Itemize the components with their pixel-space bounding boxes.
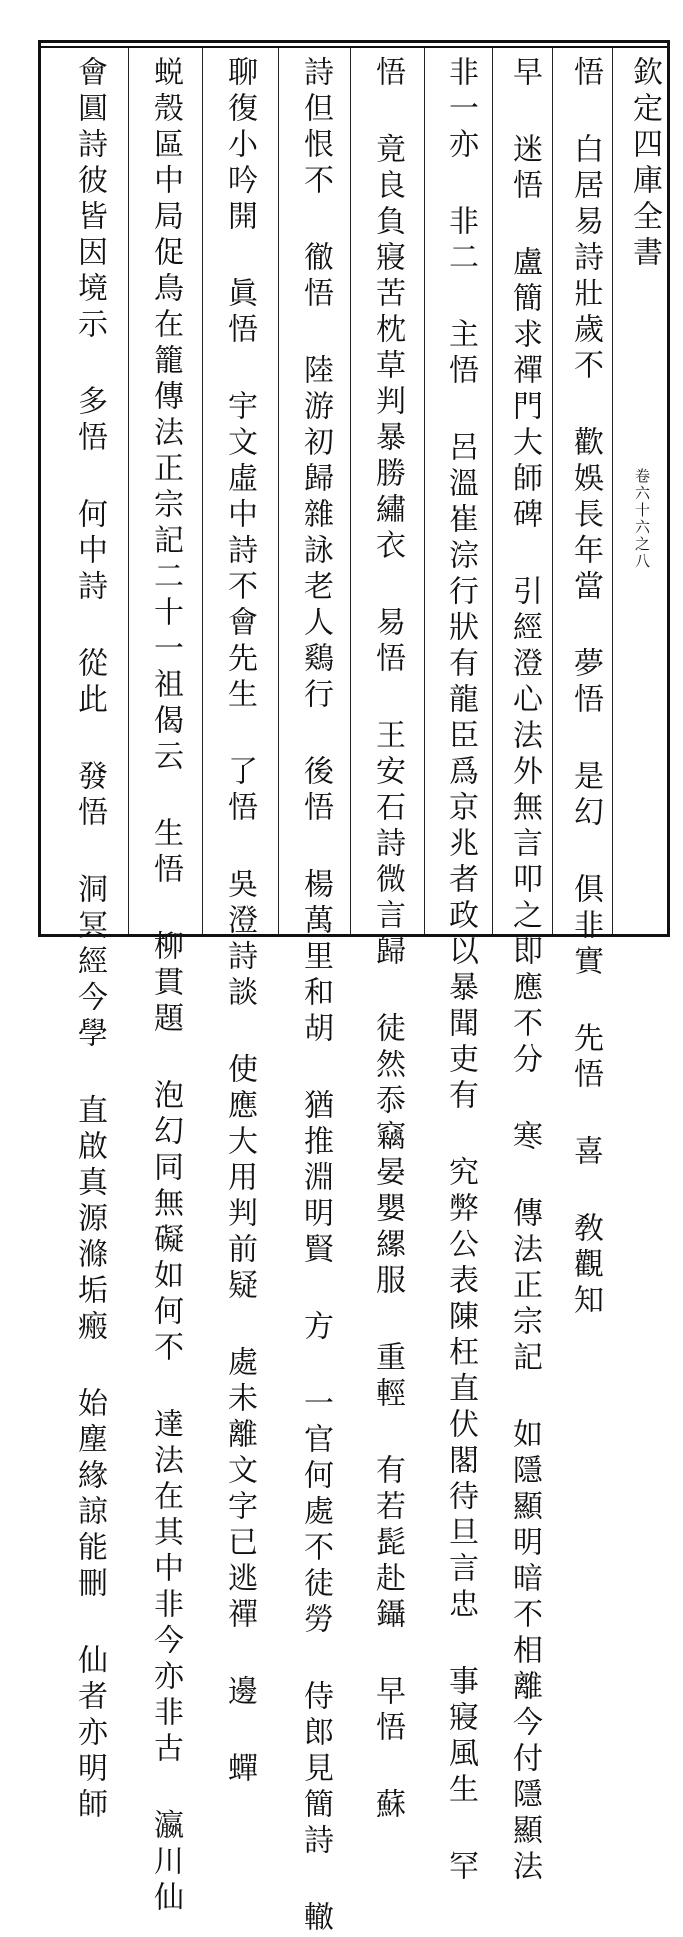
- text-column-8: 會圓詩彼皆因境示 多悟 何中詩 從此 發悟 洞冥經今學 直啟真源滌垢瘢 始塵緣諒能刪 仙者亦明師: [72, 56, 107, 1824]
- text-column-3: 非一亦 非二 主悟 呂溫崔淙行狀有龍臣爲京兆者政以暴聞吏有 究弊公表陳枉直伏閣待旦言忠 事寢風生 罕: [443, 56, 478, 1886]
- book-title: 欽定四庫全書: [627, 56, 662, 272]
- column-divider: [128, 48, 129, 934]
- text-column-7: 蜕殼區中局促鳥在籠傳法正宗記二十一祖偈云 生悟 柳貫題 泡幻同無礙如何不 達法在其中非今亦非古 瀛川仙: [148, 56, 183, 1917]
- text-column-1: 悟 白居易詩壯歲不 歡娛長年當 夢悟 是幻 俱非實 先悟 喜 敎觀知: [568, 56, 603, 1320]
- column-divider: [202, 48, 203, 934]
- top-rule: [38, 46, 670, 48]
- column-divider: [552, 48, 553, 934]
- column-divider: [612, 48, 613, 934]
- folio-label: 卷六十六之八: [633, 468, 651, 570]
- column-divider: [424, 48, 425, 934]
- text-column-4: 悟 竟良負寢苦枕草判暴勝繡衣 易悟 王安石詩微言歸 徒然忝竊晏嬰縲服 重輕 有若髭赴鑷 早悟 蘇: [370, 56, 405, 1824]
- column-divider: [278, 48, 279, 934]
- text-column-2: 早 迷悟 盧簡求禪門大師碑 引經澄心法外無言叩之即應不分 寒 傳法正宗記 如隱顯明暗不相離今付隱顯法: [507, 56, 542, 1886]
- text-column-5: 詩但恨不 徹悟 陸游初歸雜詠老人鷄行 後悟 楊萬里和胡 猶推淵明賢 方 一官何處不徒勞 侍郎見簡詩 轍: [298, 56, 333, 1937]
- text-column-6: 聊復小吟開 眞悟 宇文虛中詩不會先生 了悟 吳澄詩談 使應大用判前疑 處未離文字已逃禪 邊 蟬: [222, 56, 257, 1788]
- column-divider: [492, 48, 493, 934]
- column-divider: [350, 48, 351, 934]
- margin-column: [614, 48, 664, 934]
